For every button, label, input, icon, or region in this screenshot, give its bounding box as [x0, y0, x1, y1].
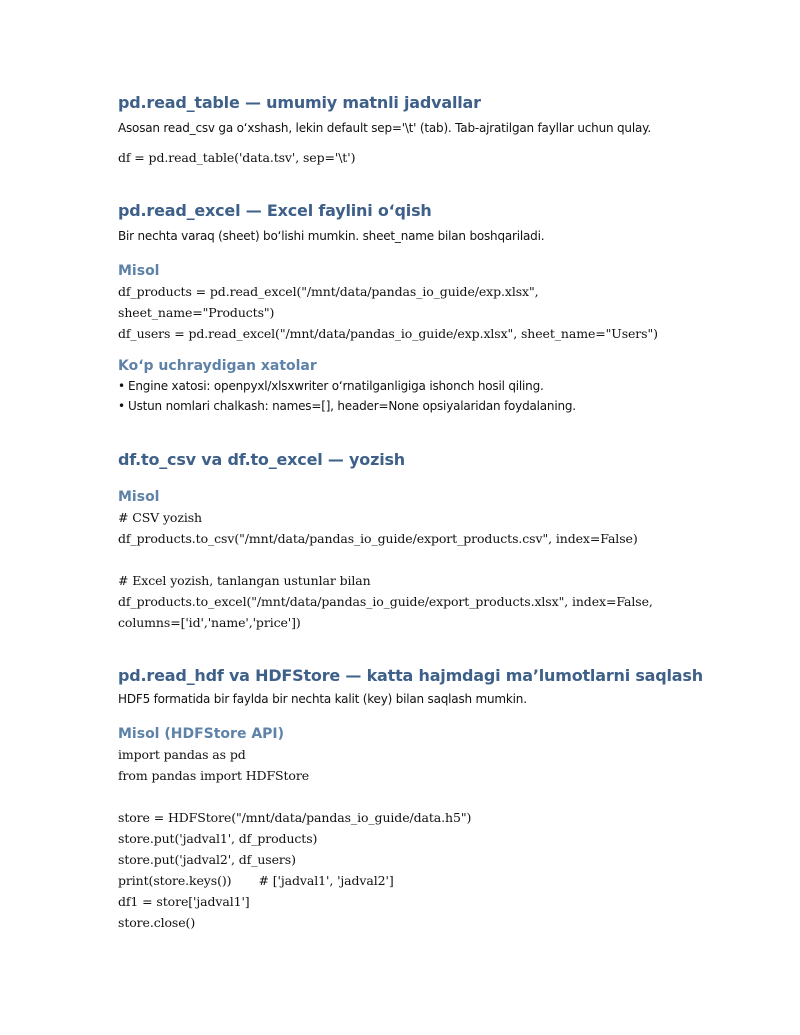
- code-block-to-csv-excel: [118, 507, 720, 633]
- section-desc-read-table: Asosan read_csv ga o‘xshash, lekin default sep='\t' (tab). Tab-ajratilgan fayllar uchun qulay.: [118, 121, 651, 135]
- code-line: [118, 786, 720, 807]
- code-line: # CSV yozish: [118, 510, 203, 525]
- errors-list: [118, 376, 720, 416]
- section-heading-read-excel: pd.read_excel — Excel faylini o‘qish: [118, 201, 432, 220]
- example-heading-read-excel: Misol: [118, 263, 160, 279]
- code-line: df_products = pd.read_excel("/mnt/data/pandas_io_guide/exp.xlsx",: [118, 284, 539, 299]
- code-line: [118, 549, 720, 570]
- code-block-hdfstore: [118, 744, 720, 933]
- code-line: df_products.to_excel("/mnt/data/pandas_io_guide/export_products.xlsx", index=False,: [118, 594, 653, 609]
- code-line: df_products.to_csv("/mnt/data/pandas_io_guide/export_products.csv", index=False): [118, 531, 638, 546]
- code-line: store.close(): [118, 915, 196, 930]
- code-line: df = pd.read_table('data.tsv', sep='\t'): [118, 150, 356, 165]
- errors-heading: Ko‘p uchraydigan xatolar: [118, 358, 317, 374]
- code-line: store = HDFStore("/mnt/data/pandas_io_guide/data.h5"): [118, 810, 472, 825]
- code-line: df1 = store['jadval1']: [118, 894, 250, 909]
- section-heading-read-table: pd.read_table — umumiy matnli jadvallar: [118, 93, 481, 112]
- list-item: [118, 376, 720, 396]
- section-desc-read-excel: Bir nechta varaq (sheet) bo‘lishi mumkin. sheet_name bilan boshqariladi.: [118, 229, 545, 243]
- code-block-read-table: [118, 147, 720, 168]
- list-item: [118, 396, 720, 416]
- section-heading-to-csv-excel: df.to_csv va df.to_excel — yozish: [118, 450, 405, 469]
- code-line: sheet_name="Products"): [118, 305, 275, 320]
- section-heading-read-hdf: pd.read_hdf va HDFStore — katta hajmdagi ma’lumotlarni saqlash: [118, 666, 703, 685]
- code-line: store.put('jadval1', df_products): [118, 831, 318, 846]
- section-desc-read-hdf: HDF5 formatida bir faylda bir nechta kalit (key) bilan saqlash mumkin.: [118, 692, 527, 706]
- code-line: store.put('jadval2', df_users): [118, 852, 296, 867]
- example-heading-to-csv-excel: Misol: [118, 489, 160, 505]
- code-block-read-excel: [118, 281, 720, 344]
- code-line: print(store.keys()) # ['jadval1', 'jadval2']: [118, 873, 394, 888]
- bullet-icon: •: [118, 379, 125, 393]
- code-line: import pandas as pd: [118, 747, 246, 762]
- list-item-text: Engine xatosi: openpyxl/xlsxwriter o‘rnatilganligiga ishonch hosil qiling.: [128, 379, 544, 393]
- code-line: df_users = pd.read_excel("/mnt/data/pandas_io_guide/exp.xlsx", sheet_name="Users"): [118, 326, 658, 341]
- example-heading-hdfstore: Misol (HDFStore API): [118, 726, 285, 742]
- code-line: columns=['id','name','price']): [118, 615, 301, 630]
- list-item-text: Ustun nomlari chalkash: names=[], header=None opsiyalaridan foydalaning.: [128, 399, 576, 413]
- code-line: # Excel yozish, tanlangan ustunlar bilan: [118, 573, 371, 588]
- bullet-icon: •: [118, 399, 125, 413]
- code-line: from pandas import HDFStore: [118, 768, 310, 783]
